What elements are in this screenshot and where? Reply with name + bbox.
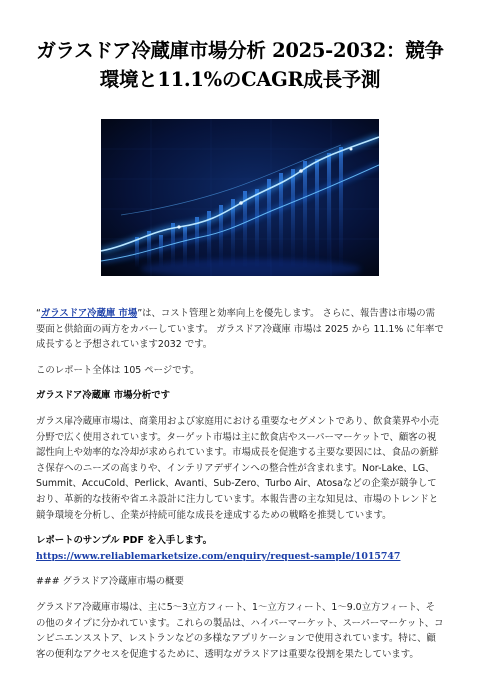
sample-pdf-label: レポートのサンプル PDF を入手します。 (36, 535, 212, 547)
page-title: ガラスドア冷蔵庫市場分析 2025-2032：競争環境と11.1%のCAGR成長予測 (36, 39, 444, 91)
overview-paragraph: グラスドア冷蔵庫市場は、主に5〜3立方フィート、1〜立方フィート、1〜9.0立方フィート、その他のタイプに分かれています。これらの製品は、ハイパーマーケット、スーパーマーケット、コンビニエンスストア、レストランなどの多様なアプリケーションで使用されています。特に、顧客の便利なアクセスを促進するために、透明なガラスドアは重要な役割を果たしています。 (36, 601, 444, 660)
quote-close: ” (137, 308, 143, 319)
hero-image-container (36, 119, 444, 276)
quote-open: “ (36, 308, 41, 319)
sample-pdf-link[interactable]: https://www.reliablemarketsize.com/enquiry/request-sample/1015747 (36, 550, 401, 562)
analysis-heading: ガラスドア冷蔵庫 市場分析です (36, 390, 170, 402)
intro-paragraph (36, 306, 444, 353)
market-link[interactable]: ガラスドア冷蔵庫 市場 (40, 308, 138, 319)
sample-pdf-paragraph (36, 533, 444, 564)
intro-text: は、コスト管理と効率向上を優先します。 さらに、報告書は市場の需要面と供給面の両方をカバーしています。 ガラスドア冷蔵庫 市場は 2025 から 11.1% に年率で成長すると予想されています2032 です。 (36, 308, 444, 351)
analysis-paragraph: ガラス扉冷蔵庫市場は、商業用および家庭用における重要なセグメントであり、飲食業界や小売分野で広く使用されています。ターゲット市場は主に飲食店やスーパーマーケットで、顧客の視認性向上や効率的な冷却が求められています。市場成長を促進する主要な要因には、食品の新鮮さ保存へのニーズの高まりや、インテリアデザインへの整合性が含まれます。Nor-Lake、LG、Summit、AccuCold、Perlick、Avanti、Sub-Zero、Turbo Air、Atosaなどの企業が競争しており、革新的な技術や省エネ設計に注力しています。本報告書の主な知見は、市場のトレンドと競争環境を分析し、企業が持続可能な成長を達成するための戦略を推奨しています。 (36, 415, 439, 521)
page-count-text: このレポート全体は 105 ページです。 (36, 364, 200, 376)
hero-growth-image (101, 119, 379, 276)
overview-heading: ### グラスドア冷蔵庫市場の概要 (36, 576, 184, 588)
